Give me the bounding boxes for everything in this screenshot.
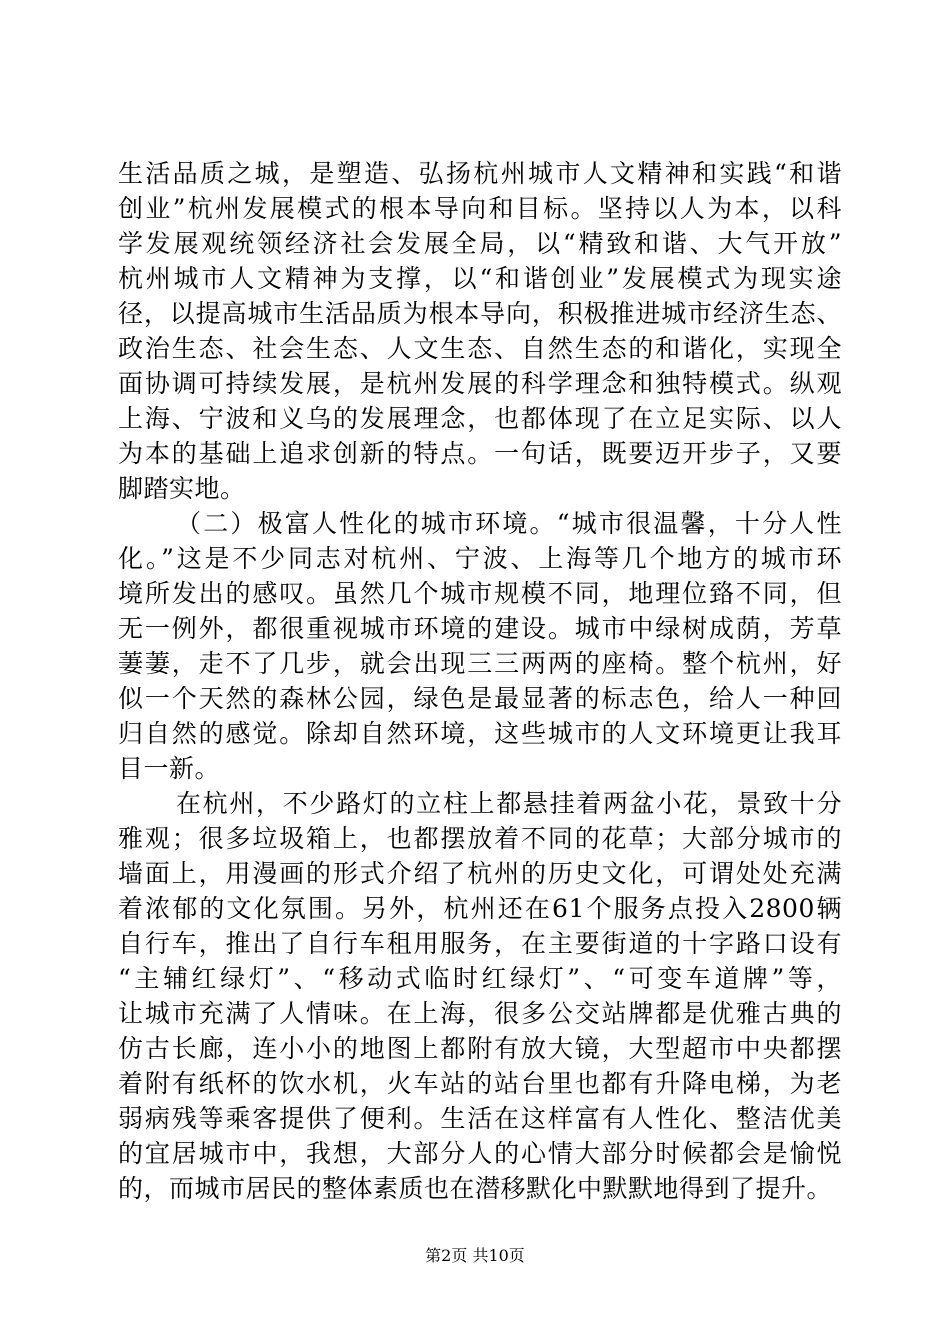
text-line: 学发展观统领经济社会发展全局，以“精致和谐、大气开放” [118, 229, 842, 258]
text-line: 在杭州，不少路灯的立柱上都悬挂着两盆小花，景致十分 [176, 789, 842, 818]
text-line: 归自然的感觉。除却自然环境，这些城市的人文环境更让我耳 [118, 719, 842, 748]
paragraph-1 [118, 156, 842, 506]
text-line: 上海、宁波和义乌的发展理念，也都体现了在立足实际、以人 [118, 404, 842, 433]
text-line: 目一新。 [118, 754, 221, 783]
text-line: 杭州城市人文精神为支撑，以“和谐创业”发展模式为现实途 [118, 264, 842, 293]
text-line: 似一个天然的森林公园，绿色是最显著的标志色，给人一种回 [118, 684, 842, 713]
text-line: 着附有纸杯的饮水机，火车站的站台里也都有升降电梯，为老 [118, 1069, 842, 1098]
text-line: 雅观；很多垃圾箱上，也都摆放着不同的花草；大部分城市的 [118, 824, 842, 853]
text-line: 让城市充满了人情味。在上海，很多公交站牌都是优雅古典的 [118, 999, 842, 1028]
text-line: 为本的基础上追求创新的特点。一句话，既要迈开步子，又要 [118, 439, 842, 468]
page-number-footer: 第2页 共10页 [425, 1246, 525, 1265]
text-line: 着浓郁的文化氛围。另外，杭州还在61个服务点投入2800辆 [118, 894, 842, 923]
text-line: 弱病残等乘客提供了便利。生活在这样富有人性化、整洁优美 [118, 1104, 842, 1133]
text-line: 仿古长廊，连小小的地图上都附有放大镜，大型超市中央都摆 [118, 1034, 842, 1063]
paragraph-3 [118, 786, 842, 1206]
text-line: 境所发出的感叹。虽然几个城市规模不同，地理位臵不同，但 [118, 579, 842, 608]
text-line: 径，以提高城市生活品质为根本导向，积极推进城市经济生态、 [118, 299, 842, 328]
text-line: 脚踏实地。 [118, 474, 246, 503]
text-line: 化。”这是不少同志对杭州、宁波、上海等几个地方的城市环 [118, 544, 842, 573]
text-line: 创业”杭州发展模式的根本导向和目标。坚持以人为本，以科 [118, 194, 842, 223]
text-line: 自行车，推出了自行车租用服务，在主要街道的十字路口设有 [118, 929, 842, 958]
paragraph-2 [118, 506, 842, 786]
document-body [118, 156, 842, 1236]
text-line: （二）极富人性化的城市环境。“城市很温馨，十分人性 [176, 509, 842, 538]
text-line: 的宜居城市中，我想，大部分人的心情大部分时候都会是愉悦 [118, 1139, 842, 1168]
text-line: 生活品质之城，是塑造、弘扬杭州城市人文精神和实践“和谐 [118, 159, 842, 188]
text-line: 萋萋，走不了几步，就会出现三三两两的座椅。整个杭州，好 [118, 649, 842, 678]
text-line: 无一例外，都很重视城市环境的建设。城市中绿树成荫，芳草 [118, 614, 842, 643]
text-line: 墙面上，用漫画的形式介绍了杭州的历史文化，可谓处处充满 [118, 859, 842, 888]
text-line: 的，而城市居民的整体素质也在潜移默化中默默地得到了提升。 [118, 1174, 833, 1203]
text-line: 政治生态、社会生态、人文生态、自然生态的和谐化，实现全 [118, 334, 842, 363]
text-line: “主辅红绿灯”、“移动式临时红绿灯”、“可变车道牌”等， [118, 964, 842, 993]
paragraph-gap [118, 1206, 842, 1236]
text-line: 面协调可持续发展，是杭州发展的科学理念和独特模式。纵观 [118, 369, 842, 398]
